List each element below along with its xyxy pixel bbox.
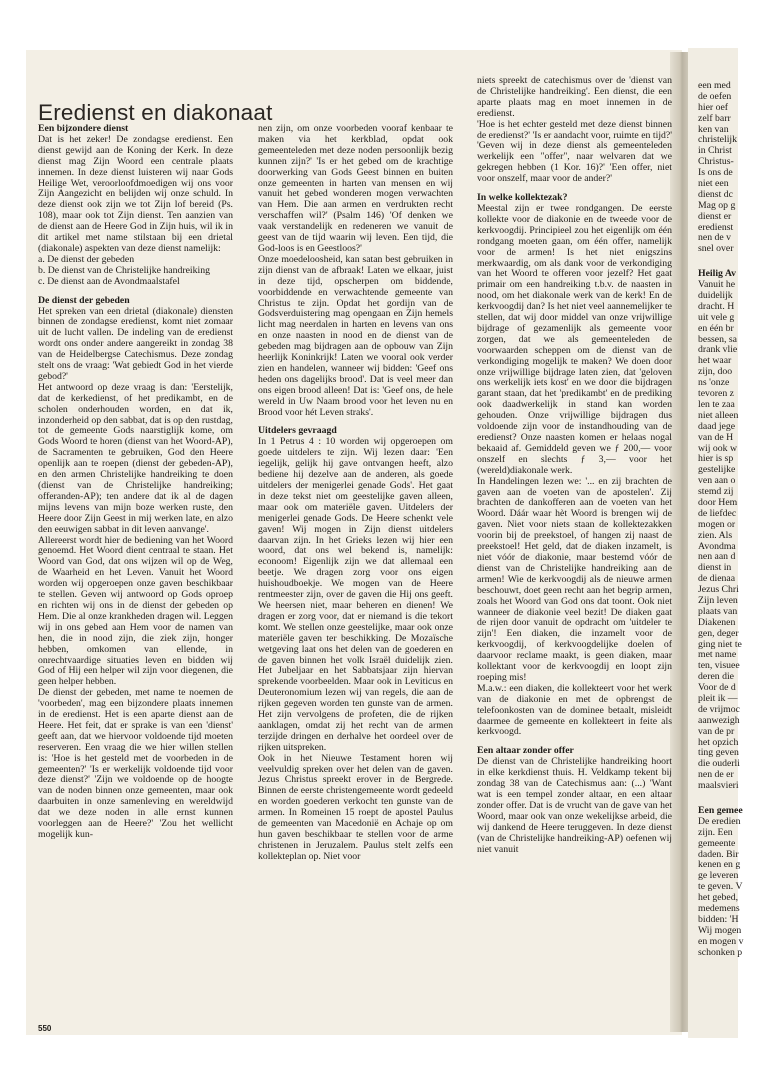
- text-line-fragment: nen de er: [698, 769, 734, 781]
- paragraph: Ook in het Nieuwe Testament horen wij veelvuldig spreken over het delen van de gaven. Jezus Christus spreekt erover in de Bergrede. Binnen de eerste christengemeente wordt gedeeld en worden goederen verkocht ten gunste van de armen. In Romeinen 15 roept de apostel Paulus de gemeenten van Macedonië en Achaje op om hun gaven beschikbaar te stellen voor de arme christenen in Jeruzalem. Paulus stelt zelfs een kollekteplan op. Niet voor: [258, 752, 453, 862]
- text-line-fragment: schonken p: [698, 946, 743, 958]
- text-line-fragment: ns 'onze: [698, 377, 730, 389]
- text-line-fragment: Wij mogen: [698, 924, 742, 936]
- paragraph: M.a.w.: een diaken, die kollekteert voor het werk van de diakonie en met de opbrengst de telefoonkosten van de dominee betaalt, misleidt daarmee de gemeente en kollekteert in feite als kerkvoogd.: [477, 682, 672, 738]
- text-line-fragment: de vrijmoc: [698, 703, 740, 715]
- text-line-fragment: Mag op g: [698, 199, 736, 211]
- text-line-fragment: nen de v: [698, 232, 732, 244]
- text-line-fragment: gemeente: [698, 837, 736, 849]
- text-line-fragment: bessen, sa: [698, 333, 737, 345]
- text-line-fragment: snel over: [698, 243, 734, 255]
- text-line-fragment: het waar: [698, 355, 732, 367]
- text-line-fragment: plaats van: [698, 605, 738, 617]
- paragraph: b. De dienst van de Christelijke handreiking: [38, 264, 210, 276]
- paragraph: nen zijn, om onze voorbeden vooraf kenbaar te maken via het kerkblad, opdat ook gemeenteleden met deze noden persoonlijk bezig kunnen zijn?' 'Is er het gebed om de krachtige doorwerking van Gods Geest binnen en buiten onze gemeenten in harten van mensen en wij vanuit het gebed wonderen mogen verwachten van Hem. Die aan armen en verdrukten recht verschaffen wil?' (Psalm 146) 'Of denken we vaak verstandelijk en redeneren we vanuit de geest van de tijd waarin wij leven. Een tijd, die God-loos is en Geestloos?': [258, 123, 453, 254]
- text-line-fragment: zijn, doo: [698, 366, 733, 378]
- text-line-fragment: ten, visuee: [698, 660, 740, 672]
- text-line-fragment: uit vele g: [698, 311, 735, 323]
- paragraph: Onze moedeloosheid, kan satan best gebruiken in zijn dienst van de afbraak! Laten we elkaar, juist in deze tijd, opscherpen om biddende, voorbiddende en verwachtende gemeente van Christus te zijn. Opdat het gordijn van de Godsverduistering mag opengaan en Zijn hemels licht mag neerdalen in harten en levens van ons en onze naasten in nood en de dienst van de gebeden mag bijdragen aan de opbouw van Zijn heerlijk Koninkrijk! Laten we vooral ook verder zien en handelen, wanneer wij bidden: 'Geef ons heden ons dagelijks brood'. Dat is veel meer dan ons eigen brood alleen! Dat is: 'Geef ons, de hele wereld in Uw Naam brood voor het leven nu en Brood voor hét Leven straks'.: [258, 253, 453, 418]
- text-line-fragment: door Hem: [698, 496, 738, 508]
- text-line-fragment: hier oef: [698, 101, 729, 113]
- paragraph: Dat is het zeker! De zondagse eredienst. Een dienst gewijd aan de Koning der Kerk. In deze dienst mag Zijn Woord een centrale plaats innemen. In deze dienst luisteren wij naar Gods Heilige Wet, veroorloofdmoedigen wij ons voor Zijn Aangezicht en belijden wij onze schuld. In deze dienst ook zijn we tot Zijn lof bereid (Ps. 108), maar ook tot Zijn dienst. Ten aanzien van de dienst aan de Heere God in Zijn huis, wil ik in dit artikel met name stilstaan bij een drietal (diakonale) aspekten van deze dienst namelijk:: [38, 133, 233, 254]
- text-line-fragment: gestelijke: [698, 464, 736, 476]
- text-line-fragment: daad jege: [698, 420, 736, 432]
- article-title: Eredienst en diakonaat: [38, 100, 273, 125]
- text-line-fragment: gen, deger: [698, 627, 739, 639]
- text-line-fragment: ven aan o: [698, 475, 736, 487]
- text-column-1: [38, 124, 233, 841]
- section-heading: Uitdelers gevraagd: [258, 425, 337, 437]
- text-line-fragment: bidden: 'H: [698, 913, 739, 925]
- text-line-fragment: het gebed,: [698, 892, 739, 904]
- paragraph: a. De dienst der gebeden: [38, 253, 135, 265]
- text-line-fragment: niet een: [698, 178, 729, 190]
- paragraph: Het antwoord op deze vraag is dan: 'Eerstelijk, dat de kerkedienst, of het predikambt, en de scholen onderhouden worden, en dat ik, inzonderheid op den sabbat, dat is op den rustdag, tot de gemeente Gods naarstiglijk kome, om Gods Woord te horen (dienst van het Woord-AP), de Sacramenten te gebruiken, God den Heere openlijk aan te roepen (dienst der gebeden-AP), en den armen Christelijke handreiking te doen (dienst van de Christelijke handreiking; offeranden-AP); ten andere dat ik al de dagen mijns levens van mijn boze werken ruste, den Heere door Zijn Geest in mij werken late, en alzo den eeuwigen sabbat in dit leven aanvange'.: [38, 381, 233, 535]
- text-line-fragment: kenen en g: [698, 859, 741, 871]
- text-line-fragment: dienst dc: [698, 188, 733, 200]
- text-line-fragment: van de H: [698, 431, 734, 443]
- text-line-fragment: aanwezigh: [698, 714, 740, 726]
- text-line-fragment: mogen or: [698, 518, 736, 530]
- text-line-fragment: deren die: [698, 671, 735, 683]
- text-line-fragment: Christus-: [698, 156, 734, 168]
- text-line-fragment: ting geven: [698, 747, 739, 759]
- section-heading-fragment: Een gemee: [698, 805, 743, 816]
- text-line-fragment: wij ook w: [698, 442, 737, 454]
- section-heading: In welke kollektezak?: [477, 192, 568, 204]
- text-line-fragment: een med: [698, 80, 731, 91]
- text-line-fragment: De eredien: [698, 815, 741, 827]
- text-line-fragment: te geven. V: [698, 881, 743, 893]
- text-line-fragment: Vanuit he: [698, 279, 736, 291]
- text-line-fragment: dienst er: [698, 210, 732, 222]
- text-line-fragment: Jezus Chri: [698, 584, 739, 596]
- section-heading: De dienst der gebeden: [38, 294, 130, 306]
- section-gap: [698, 792, 778, 806]
- page-number: 550: [38, 1024, 52, 1033]
- text-line-fragment: Voor de d: [698, 682, 736, 694]
- text-line-fragment: Zijn leven: [698, 594, 738, 606]
- text-line-fragment: ging niet te: [698, 638, 742, 650]
- section-heading-fragment: Heilig Av: [698, 268, 737, 280]
- text-line-fragment: nen aan d: [698, 551, 736, 563]
- text-line-fragment: de dienaa: [698, 573, 736, 585]
- paragraph: De dienst der gebeden, met name te noemen de 'voorbeden', mag een bijzondere plaats innemen in de eredienst. Het is een aparte dienst aan de Heere. Het feit, dat er sprake is van een 'dienst' geeft aan, dat we hiervoor voldoende tijd moeten reserveren. Een vraag die we hier willen stellen is: 'Hoe is het gesteld met de voorbeden in de gemeenten?' 'Is er werkelijk voldoende tijd voor deze dienst?' 'Zijn we voldoende op de hoogte van de noden binnen onze gemeenten, maar ook daarbuiten in onze samenleving en wereldwijd dat we deze noden in alle ernst kunnen voorleggen aan de Heere?' 'Zou het wellicht mogelijk kun-: [38, 687, 233, 840]
- text-line-fragment: drank vlie: [698, 344, 738, 356]
- text-line-fragment: de oefen: [698, 90, 732, 102]
- section-heading: Een altaar zonder offer: [477, 745, 574, 757]
- text-line-fragment: christelijk: [698, 134, 737, 146]
- text-line-fragment: Avondma: [698, 540, 736, 552]
- paragraph: Allereerst wordt hier de bediening van het Woord genoemd. Het Woord dient centraal te staan. Het Woord van God, dat ons wijzen wil op de Weg, de Waarheid en het Leven. Vanuit het Woord worden wij opgeroepen onze gaven beschikbaar te stellen. Geven wij antwoord op Gods oproep en richten wij ons in de dienst der gebeden op Hem. Die al onze krankheden dragen wil. Leggen wij in ons gebed aan Hem voor de namen van hen, die in nood zijn, die ziek zijn, honger hebben, omkomen van ellende, in onrechtvaardige situaties leven en bidden wij God of Hij een helper wil zijn voor diegenen, die geen helper hebben.: [38, 534, 233, 688]
- paragraph: De dienst van de Christelijke handreiking hoort in elke kerkdienst thuis. H. Veldkamp tekent bij zondag 38 van de Catechismus aan: (...) 'Want wat is een tempel zonder altaar, en een altaar zonder offer. Dat is de vrucht van de gave van het Woord, maar ook van onze wekelijkse arbeid, die wij dankend de Heere teruggeven. In deze dienst (van de Christelijke handreiking-AP) oefenen wij niet vanuit: [477, 756, 672, 855]
- paragraph: In Handelingen lezen we: '... en zij brachten de gaven aan de voeten van de apostelen'. Zij brachten de dankofferen aan de voeten van het Woord. Dáár waar hèt Woord is brengen wij de gaven. Niet voor niets staan de kollektezakken voorin bij de preekstoel, of hangen zij naast de preekstoel! Het geld, dat de diaken inzamelt, is niet vóór de diakonie, maar bestemd vóór de dienst van de Christelijke handreiking aan de armen! Wie de kerkvoogdij als de nieuwe armen beschouwt, doet geen recht aan het begrip armen, zoals het Woord van God ons dat toont. Ook niet wanneer de diakonie veel bezit! De diaken gaat de rijen door vanuit de opdracht om 'uitdeler te zijn'! Een diaken, die inzamelt voor de kerkvoogdij, of kerkvoogdelijke doelen of daarvoor reclame maakt, is geen diaken, maar kollektant voor de kerkvoogdij en loopt zijn roeping mis!: [477, 475, 672, 683]
- text-line-fragment: het opzich: [698, 736, 739, 748]
- text-line-fragment: zijn. Een: [698, 826, 733, 838]
- text-line-fragment: ken van: [698, 123, 729, 135]
- paragraph: Het spreken van een drietal (diakonale) diensten binnen de zondagse eredienst, komt niet zomaar uit de lucht vallen. De indeling van de eredienst wordt ons onder andere aangereikt in zondag 38 van de Heidelbergse Catechismus. Deze zondag stelt ons de vraag: 'Wat gebiedt God in het vierde gebod?': [38, 305, 233, 382]
- text-line-fragment: Diakenen: [698, 616, 736, 628]
- text-line-fragment: eredienst: [698, 221, 734, 233]
- paragraph: c. De dienst aan de Avondmaalstafel: [38, 275, 180, 287]
- text-column-2: [258, 124, 453, 863]
- text-line-fragment: van de pr: [698, 725, 735, 737]
- paragraph: niets spreekt de catechismus over de 'dienst van de Christelijke handreiking'. Een dienst, die een aparte plaats mag en moet innemen in de eredienst.: [477, 75, 672, 119]
- text-line-fragment: daden. Bir: [698, 848, 739, 860]
- text-line-fragment: in Christ: [698, 145, 732, 157]
- text-line-fragment: zien. Als: [698, 529, 733, 541]
- text-column-3: [477, 76, 672, 855]
- text-column-right-page-cut: [698, 81, 778, 958]
- text-line-fragment: stemd zij: [698, 486, 734, 498]
- text-line-fragment: en mogen v: [698, 935, 744, 947]
- text-line-fragment: tevoren z: [698, 388, 735, 400]
- text-line-fragment: Is ons de: [698, 167, 733, 179]
- text-line-fragment: maalsvieri: [698, 780, 739, 792]
- section-gap: [698, 255, 778, 269]
- text-line-fragment: hier is sp: [698, 453, 734, 465]
- text-line-fragment: medemens: [698, 903, 740, 915]
- paragraph: 'Hoe is het echter gesteld met deze dienst binnen de eredienst?' 'Is er aandacht voor, ruimte en tijd?' 'Geven wij in deze dienst als gemeenteleden werkelijk een "offer", naar welvaren dat we gekregen hebben (1 Kor. 16)?' 'Een offer, niet voor onszelf, maar voor de ander?': [477, 118, 672, 185]
- text-line-fragment: niet alleen: [698, 409, 739, 421]
- text-line-fragment: ge leveren: [698, 870, 739, 882]
- paragraph: In 1 Petrus 4 : 10 worden wij opgeroepen om goede uitdelers te zijn. Wij lezen daar: 'Een iegelijk, gelijk hij gave ontvangen heeft, alzo bediene hij dezelve aan de anderen, als goede uitdelers der menigerlei genade Gods'. Het gaat in deze tekst niet om geestelijke gaven alleen, maar ook om materiële gaven. Uitdelers der menigerlei genade Gods. De Heere schenkt vele gaven! Wij mogen in Zijn dienst uitdelers daarvan zijn. In het Grieks lezen wij hier een woord, dat ons wel bekend is, namelijk: econoom! Eigenlijk zijn we dat allemaal een beetje. We dragen zorg voor ons eigen huishoudboekje. We mogen van de Heere rentmeester zijn, over de gaven die Hij ons geeft. We heersen niet, maar beheren en dienen! We dragen er zorg voor, dat er niemand is die tekort komt. We stellen onze geestelijke, maar ook onze materiële gaven ter beschikking. De Mozaïsche wetgeving laat ons het delen van de goederen en de gaven binnen het volk Israël duidelijk zien. Het Jubeljaar en het Sabbatsjaar zijn hiervan sprekende voorbeelden. Maar ook in Leviticus en Deuteronomium lezen wij van regels, die aan de rijken gegeven worden ten gunste van de armen. Het zijn vervolgens de profeten, die de rijken aanklagen, omdat zij het recht van de armen terzijde dringen en derhalve het oordeel over de rijken uitspreken.: [258, 436, 453, 753]
- text-line-fragment: en één br: [698, 322, 734, 334]
- text-line-fragment: zelf barr: [698, 112, 731, 124]
- text-line-fragment: die ouderli: [698, 758, 740, 770]
- section-heading: Een bijzondere dienst: [38, 123, 129, 134]
- text-line-fragment: dracht. H: [698, 300, 735, 312]
- text-line-fragment: duidelijk: [698, 290, 733, 302]
- text-line-fragment: len te zaa: [698, 398, 735, 410]
- text-line-fragment: de liefdec: [698, 507, 737, 519]
- paragraph: Meestal zijn er twee rondgangen. De eerste kollekte voor de diakonie en de tweede voor de kerkvoogdij. Principieel zou het eigenlijk om één rondgang moeten gaan, om één offer, namelijk voor de armen! Is het niet enigszins merkwaardig, om als dank voor de verkondiging van het Woord te offeren voor jezelf? Het gaat primair om een handreiking t.b.v. de naasten in nood, om het diakonale werk van de kerk! En de kerkvoogdij dan? Is het niet veel aannemelijker te stellen, dat wij door middel van onze vrijwillige bijdrage of gezamenlijk als gemeente voor zorgen, dat we als gemeenteleden de voorwaarden scheppen om de dienst van de verkondiging mogelijk te maken? We doen door onze vrijwillige bijdrage laten zien, dat 'geloven ons werkelijk iets kost' en we door die bijdragen garant staan, dat het 'predikambt' en de prediking ook daadwerkelijk in stand kan worden gehouden. Onze vrijwillige bijdragen dus voldoende zijn voor de instandhouding van de eredienst? Onze naasten komen er helaas nogal bekaaid af. Gemiddeld geven we ƒ 200,— voor onszelf en slechts ƒ 3,— voor het (wereld)diakonale werk.: [477, 202, 672, 476]
- text-line-fragment: dienst in: [698, 562, 732, 574]
- text-line-fragment: met name: [698, 649, 737, 661]
- text-line-fragment: pleit ik —: [698, 692, 738, 704]
